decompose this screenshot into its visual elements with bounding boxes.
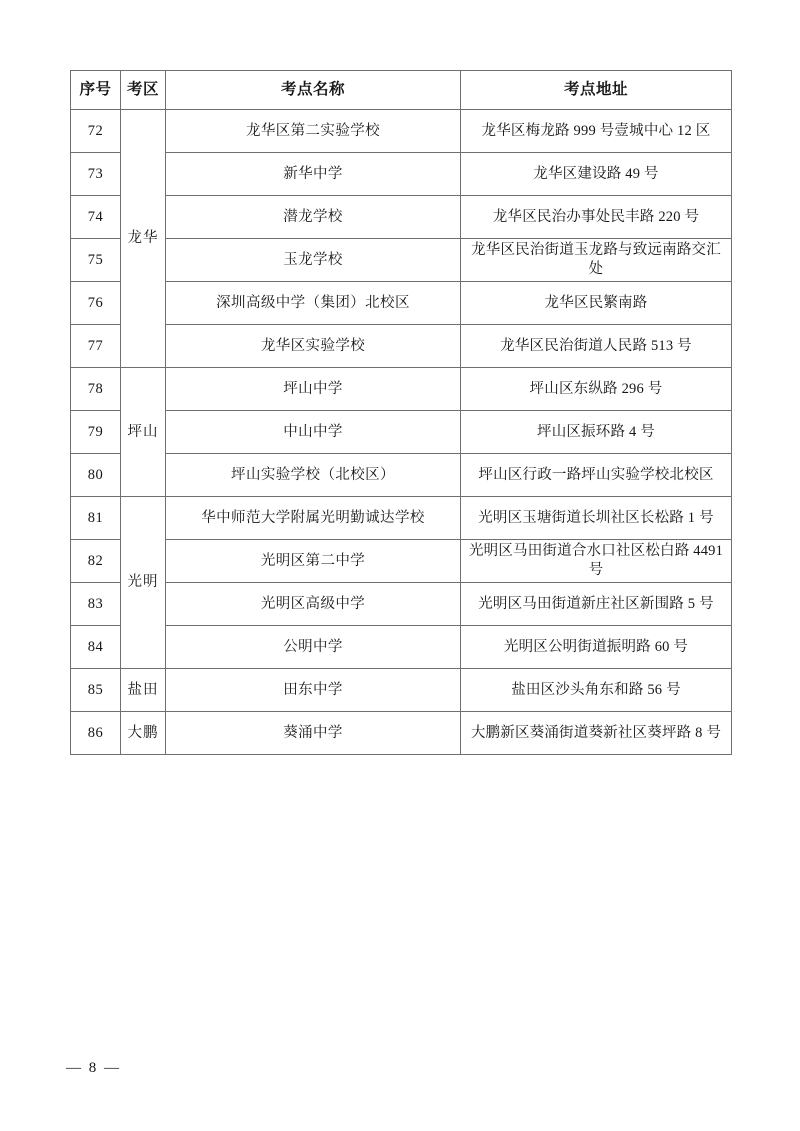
column-header-site-address: 考点地址: [461, 71, 732, 110]
table-row: [71, 669, 732, 712]
cell-seq: 78: [71, 368, 121, 411]
cell-site-name: 龙华区实验学校: [166, 325, 461, 368]
page-number: — 8 —: [66, 1060, 121, 1076]
cell-seq: 83: [71, 583, 121, 626]
cell-site-address: 坪山区行政一路坪山实验学校北校区: [461, 454, 732, 497]
cell-site-address: 龙华区民治街道玉龙路与致远南路交汇处: [461, 239, 732, 282]
cell-region: 大鹏: [121, 712, 166, 755]
table-row: [71, 368, 732, 411]
cell-site-name: 深圳高级中学（集团）北校区: [166, 282, 461, 325]
cell-region: 龙华: [121, 110, 166, 368]
table-row: [71, 282, 732, 325]
cell-seq: 72: [71, 110, 121, 153]
cell-site-address: 龙华区民繁南路: [461, 282, 732, 325]
column-header-site-name: 考点名称: [166, 71, 461, 110]
cell-seq: 81: [71, 497, 121, 540]
cell-seq: 73: [71, 153, 121, 196]
cell-site-address: 光明区马田街道新庄社区新围路 5 号: [461, 583, 732, 626]
table-row: [71, 411, 732, 454]
table-row: [71, 196, 732, 239]
cell-seq: 76: [71, 282, 121, 325]
column-header-seq: 序号: [71, 71, 121, 110]
table-row: [71, 540, 732, 583]
cell-site-name: 坪山实验学校（北校区）: [166, 454, 461, 497]
cell-region: 光明: [121, 497, 166, 669]
exam-site-table-container: [70, 70, 731, 755]
cell-seq: 84: [71, 626, 121, 669]
cell-site-name: 田东中学: [166, 669, 461, 712]
cell-site-address: 大鹏新区葵涌街道葵新社区葵坪路 8 号: [461, 712, 732, 755]
cell-site-address: 坪山区东纵路 296 号: [461, 368, 732, 411]
table-row: [71, 626, 732, 669]
cell-site-name: 中山中学: [166, 411, 461, 454]
cell-site-name: 坪山中学: [166, 368, 461, 411]
table-row: [71, 497, 732, 540]
cell-region: 坪山: [121, 368, 166, 497]
cell-site-address: 光明区公明街道振明路 60 号: [461, 626, 732, 669]
cell-site-address: 光明区玉塘街道长圳社区长松路 1 号: [461, 497, 732, 540]
cell-site-address: 龙华区建设路 49 号: [461, 153, 732, 196]
cell-site-address: 龙华区民治街道人民路 513 号: [461, 325, 732, 368]
cell-seq: 75: [71, 239, 121, 282]
table-row: [71, 454, 732, 497]
table-header-row: [71, 71, 732, 110]
cell-site-name: 潜龙学校: [166, 196, 461, 239]
cell-site-address: 盐田区沙头角东和路 56 号: [461, 669, 732, 712]
cell-site-address: 龙华区梅龙路 999 号壹城中心 12 区: [461, 110, 732, 153]
cell-seq: 80: [71, 454, 121, 497]
table-row: [71, 712, 732, 755]
exam-site-table: [70, 70, 732, 755]
cell-seq: 74: [71, 196, 121, 239]
table-header: [71, 71, 732, 110]
table-row: [71, 110, 732, 153]
cell-seq: 79: [71, 411, 121, 454]
cell-site-name: 光明区高级中学: [166, 583, 461, 626]
table-row: [71, 239, 732, 282]
cell-site-name: 龙华区第二实验学校: [166, 110, 461, 153]
cell-region: 盐田: [121, 669, 166, 712]
cell-seq: 77: [71, 325, 121, 368]
cell-seq: 85: [71, 669, 121, 712]
cell-site-address: 龙华区民治办事处民丰路 220 号: [461, 196, 732, 239]
cell-site-address: 光明区马田街道合水口社区松白路 4491 号: [461, 540, 732, 583]
cell-site-address: 坪山区振环路 4 号: [461, 411, 732, 454]
cell-site-name: 新华中学: [166, 153, 461, 196]
table-row: [71, 153, 732, 196]
cell-site-name: 玉龙学校: [166, 239, 461, 282]
table-row: [71, 583, 732, 626]
table-row: [71, 325, 732, 368]
table-body: [71, 110, 732, 755]
cell-site-name: 葵涌中学: [166, 712, 461, 755]
cell-site-name: 华中师范大学附属光明勤诚达学校: [166, 497, 461, 540]
cell-site-name: 公明中学: [166, 626, 461, 669]
cell-seq: 86: [71, 712, 121, 755]
column-header-region: 考区: [121, 71, 166, 110]
cell-seq: 82: [71, 540, 121, 583]
cell-site-name: 光明区第二中学: [166, 540, 461, 583]
